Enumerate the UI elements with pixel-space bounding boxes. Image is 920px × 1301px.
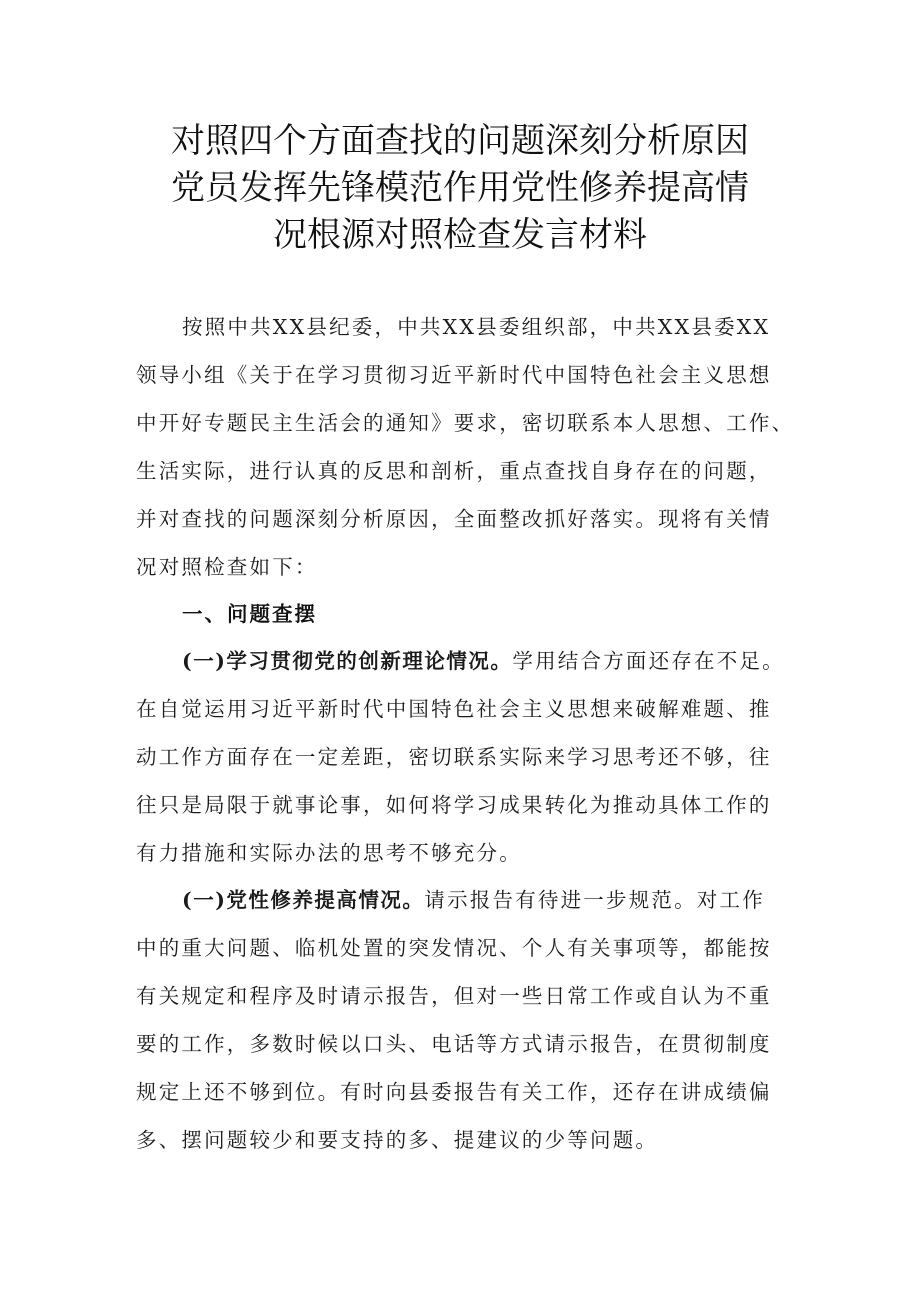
paragraph-line: 往只是局限于就事论事，如何将学习成果转化为推动具体工作的 — [136, 793, 772, 817]
item2-paragraph — [136, 876, 772, 1164]
paragraph-line: 有关规定和程序及时请示报告，但对一些日常工作或自认为不重 — [136, 984, 772, 1008]
section-heading: 一、问题查摆 — [182, 602, 317, 626]
title-line: 况根源对照检查发言材料 — [273, 215, 647, 255]
paragraph-line — [136, 876, 772, 924]
paragraph-line: 规定上还不够到位。有时向县委报告有关工作，还存在讲成绩偏 — [136, 1080, 772, 1104]
paragraph-line: 中的重大问题、临机处置的突发情况、个人有关事项等，都能按 — [136, 936, 772, 960]
paragraph-line: 生活实际，进行认真的反思和剖析，重点查找自身存在的问题， — [136, 459, 772, 483]
paragraph-line: 要的工作，多数时候以口头、电话等方式请示报告，在贯彻制度 — [136, 1032, 772, 1056]
item1-first-text: 学用结合方面还存在不足。 — [512, 649, 785, 673]
item1-label: (一)学习贯彻党的创新理论情况。 — [182, 649, 513, 673]
paragraph-line: 在自觉运用习近平新时代中国特色社会主义思想来破解难题、推 — [136, 697, 772, 721]
item1-paragraph — [136, 637, 785, 877]
paragraph-line: 并对查找的问题深刻分析原因，全面整改抓好落实。现将有关情 — [136, 507, 772, 531]
paragraph-line: 多、摆问题较少和要支持的多、提建议的少等问题。 — [136, 1128, 659, 1152]
paragraph-line: 有力措施和实际办法的思考不够充分。 — [136, 841, 522, 865]
paragraph-line — [136, 637, 785, 685]
paragraph-line: 领导小组《关于在学习贯彻习近平新时代中国特色社会主义思想 — [136, 363, 772, 387]
title-line: 对照四个方面查找的问题深刻分析原因 — [171, 121, 749, 161]
item2-first-text: 请示报告有待进一步规范。对工作 — [424, 888, 765, 912]
title-line: 党员发挥先锋模范作用党性修养提高情 — [171, 168, 749, 208]
paragraph-line: 按照中共XX县纪委，中共XX县委组织部，中共XX县委XX — [182, 315, 771, 339]
paragraph-line: 中开好专题民主生活会的通知》要求，密切联系本人思想、工作、 — [136, 411, 795, 435]
paragraph-line: 况对照检查如下： — [136, 555, 318, 579]
intro-paragraph — [136, 303, 794, 591]
document-title — [120, 118, 800, 259]
item2-label: (一)党性修养提高情况。 — [182, 888, 425, 912]
paragraph-line: 动工作方面存在一定差距，密切联系实际来学习思考还不够，往 — [136, 745, 772, 769]
